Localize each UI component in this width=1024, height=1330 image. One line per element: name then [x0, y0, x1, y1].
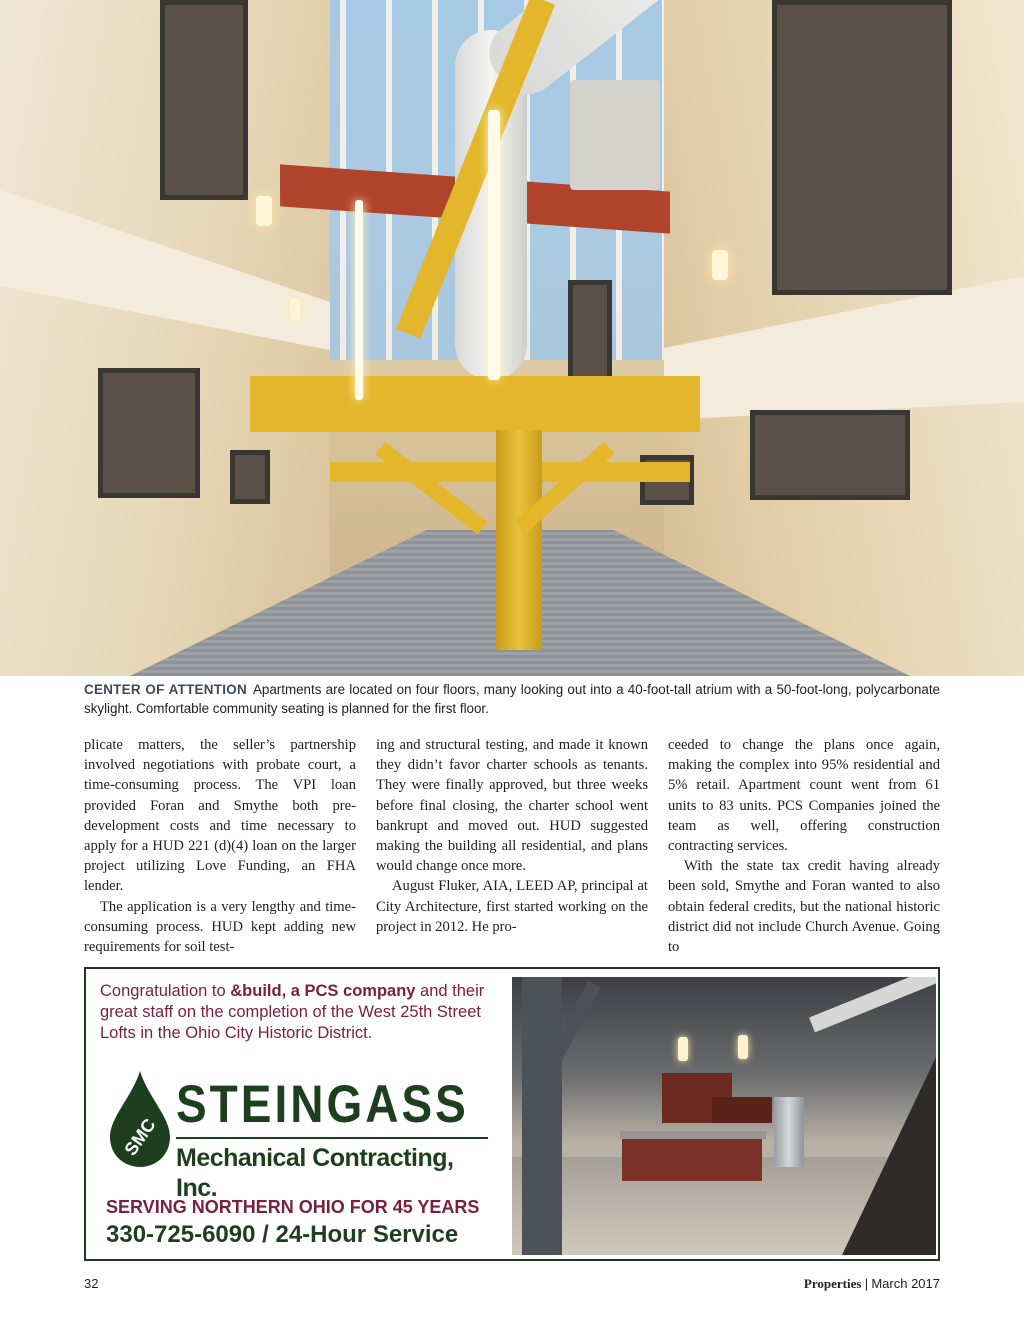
ad-tagline: SERVING NORTHERN OHIO FOR 45 YEARS: [106, 1197, 480, 1217]
pendant-light: [738, 1035, 748, 1059]
ad-congratulation-message: [100, 981, 500, 1044]
article-body: [84, 735, 940, 963]
logo-mark-text: SMC: [120, 1114, 160, 1160]
kitchen-photo: [512, 977, 936, 1255]
text-column-1: [84, 735, 356, 957]
steingass-drop-logo-icon: [108, 1069, 172, 1169]
refrigerator: [774, 1097, 804, 1167]
duct-pipe: [809, 977, 936, 1032]
kitchen-island: [622, 1137, 762, 1181]
steingass-advertisement: [84, 967, 940, 1261]
page-number: 32: [84, 1276, 99, 1291]
yellow-column: [496, 430, 542, 650]
air-handler: [570, 80, 660, 190]
window: [160, 0, 248, 200]
window: [772, 0, 952, 295]
text-column-2: [376, 735, 648, 937]
ad-phone: 330-725-6090 / 24-Hour Service: [106, 1221, 459, 1248]
ad-message-company: &build, a PCS company: [230, 982, 416, 1000]
footer-separator: |: [864, 1276, 869, 1291]
paragraph: ceeded to change the plans once again, making the complex into 95% residential and 5% retail. Apartment count went from 61 units to 83 units. PCS Companies joined the team as well, offering construction contracting services.: [668, 737, 940, 855]
window: [230, 450, 270, 504]
ad-message-end: and their great staff on the completion of the West 25th Street Lofts in the Ohio City Historic District.: [100, 982, 485, 1042]
photo-caption: [84, 680, 940, 718]
company-name: STEINGASS: [176, 1073, 469, 1134]
paragraph: The application is a very lengthy and time-consuming process. HUD kept adding new requirements for soil test-: [84, 898, 356, 956]
countertop: [620, 1131, 766, 1139]
caption-lead: CENTER OF ATTENTION: [84, 682, 247, 697]
pendant-light: [355, 200, 363, 400]
steel-column: [522, 977, 562, 1255]
wall-sconce: [712, 250, 728, 280]
text-column-3: [668, 735, 940, 957]
pendant-light: [678, 1037, 688, 1061]
yellow-truss: [250, 376, 700, 432]
running-footer: [804, 1276, 940, 1292]
yellow-brace: [375, 442, 487, 535]
magazine-name: Properties: [803, 1276, 862, 1291]
window: [750, 410, 910, 500]
company-subtitle: Mechanical Contracting, Inc.: [176, 1144, 454, 1202]
paragraph: ing and structural testing, and made it known they didn’t favor charter schools as tenants. They were finally approved, but three weeks before final closing, the charter school went bankrupt and moved out. HUD suggested making the building all residential, and plans would change once more.: [376, 737, 648, 875]
pendant-light: [488, 110, 500, 380]
window: [98, 368, 200, 498]
cabinet: [712, 1097, 772, 1123]
paragraph: With the state tax credit having already been sold, Smythe and Foran wanted to also obtain federal credits, but the national historic district did not include Church Avenue. Going to: [668, 858, 940, 956]
logo-divider: [176, 1137, 488, 1139]
paragraph: August Fluker, AIA, LEED AP, principal at City Architecture, first started working on the project in 2012. He pro-: [376, 878, 648, 935]
caption-text: Apartments are located on four floors, many looking out into a 40-foot-tall atrium with a 50-foot-long, polycarbonate skylight. Comfortable community seating is planned for the first floor.: [84, 682, 940, 716]
issue-date: March 2017: [871, 1276, 940, 1291]
wall-sconce: [290, 298, 300, 320]
ad-message-start: Congratulation to: [100, 982, 231, 1000]
paragraph: plicate matters, the seller’s partnership involved negotiations with probate court, a time-consuming process. The VPI loan provided Foran and Smythe both pre-development costs and time necessary to apply for a HUD 221 (d)(4) loan on the larger project utilizing Love Funding, an FHA lender.: [84, 737, 356, 895]
wall-sconce: [256, 196, 272, 226]
